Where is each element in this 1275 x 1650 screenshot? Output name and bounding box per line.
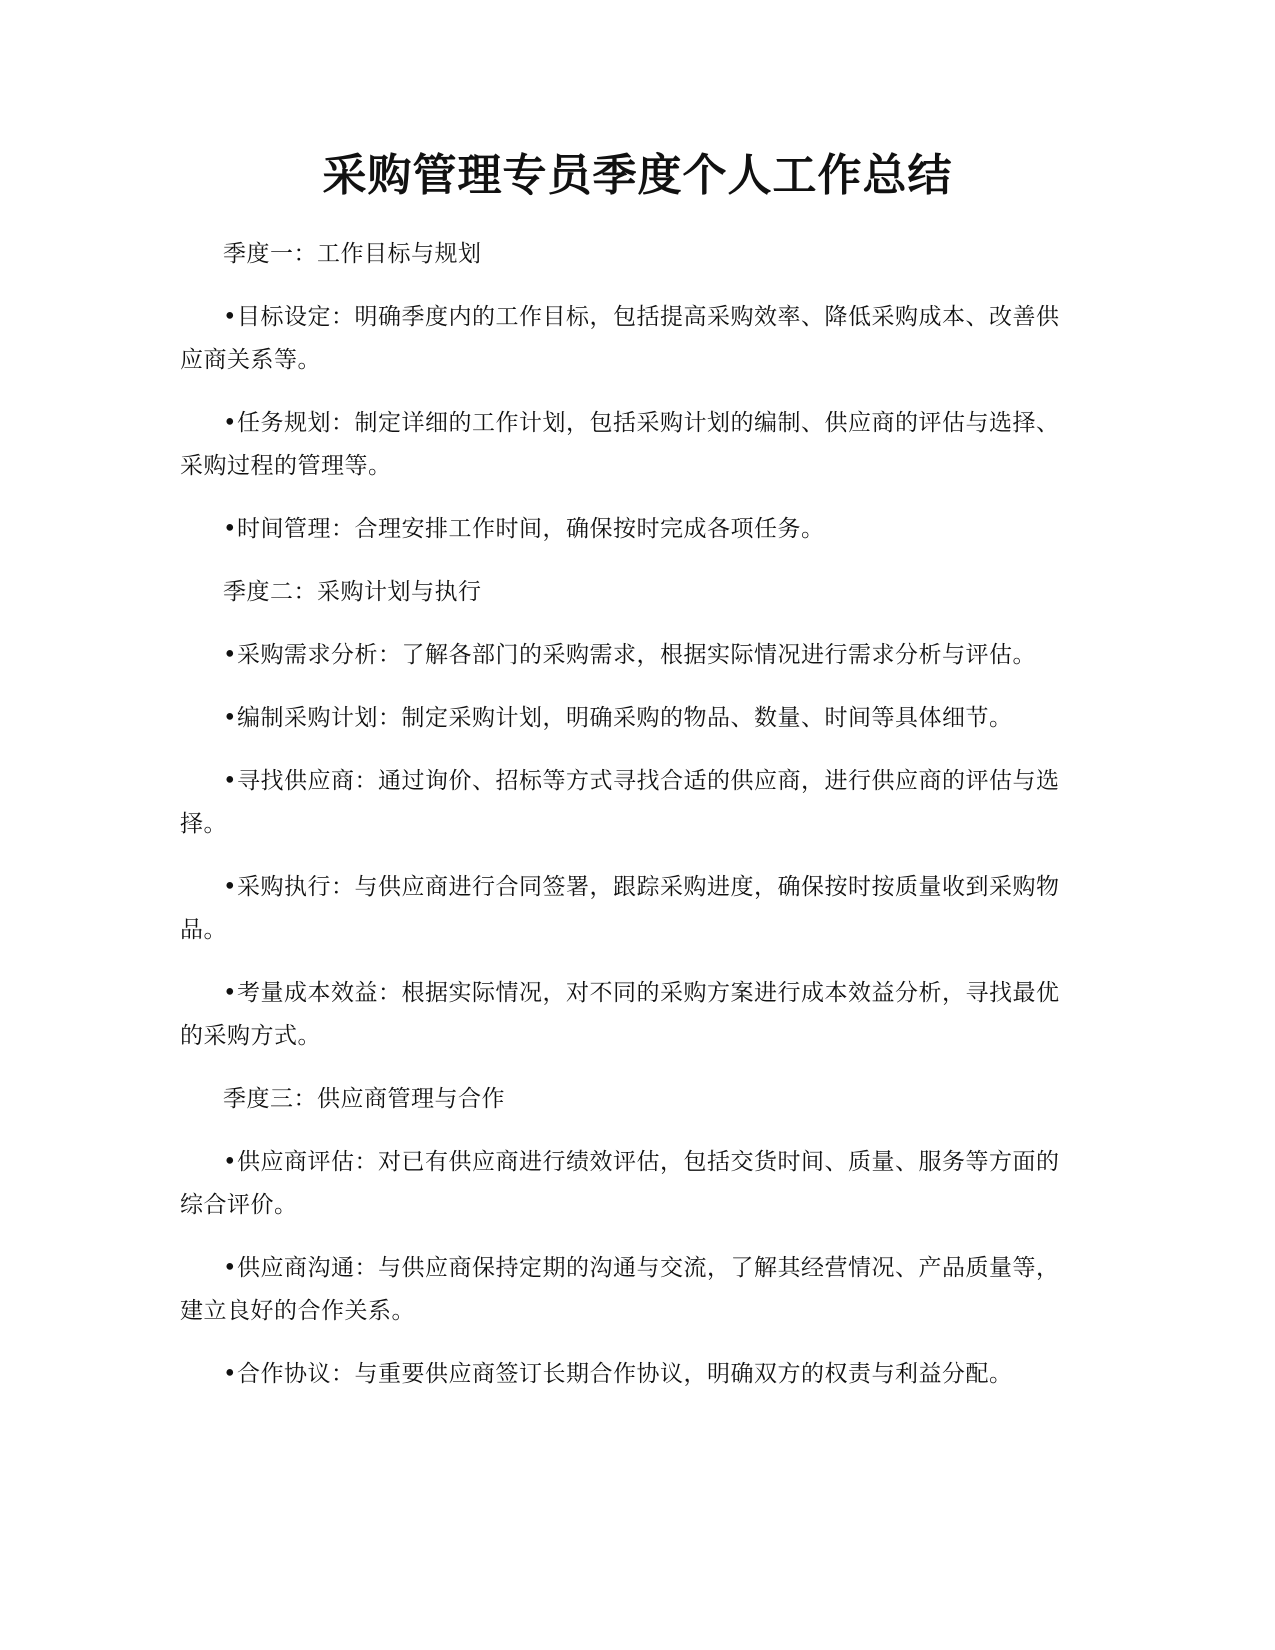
section-heading: 季度二：采购计划与执行 <box>223 579 482 605</box>
bullet-paragraph: •合作协议：与重要供应商签订长期合作协议，明确双方的权责与利益分配。 <box>180 1353 1060 1396</box>
bullet-icon: • <box>223 705 238 731</box>
bullet-icon: • <box>223 874 238 900</box>
bullet-icon: • <box>223 768 238 794</box>
bullet-icon: • <box>223 1255 238 1281</box>
document-body <box>180 233 1060 1416</box>
document-title: 采购管理专员季度个人工作总结 <box>322 150 953 201</box>
bullet-paragraph: •寻找供应商：通过询价、招标等方式寻找合适的供应商，进行供应商的评估与选择。 <box>180 760 1060 846</box>
bullet-paragraph: •供应商沟通：与供应商保持定期的沟通与交流，了解其经营情况、产品质量等，建立良好的合作关系。 <box>180 1247 1060 1333</box>
bullet-paragraph: •供应商评估：对已有供应商进行绩效评估，包括交货时间、质量、服务等方面的综合评价。 <box>180 1141 1060 1227</box>
bullet-icon: • <box>223 642 238 668</box>
bullet-icon: • <box>223 410 238 436</box>
section-heading: 季度一：工作目标与规划 <box>223 241 482 267</box>
bullet-icon: • <box>223 1361 238 1387</box>
bullet-icon: • <box>223 1149 238 1175</box>
bullet-paragraph: •编制采购计划：制定采购计划，明确采购的物品、数量、时间等具体细节。 <box>180 697 1060 740</box>
bullet-paragraph: •时间管理：合理安排工作时间，确保按时完成各项任务。 <box>180 508 1060 551</box>
section-heading: 季度三：供应商管理与合作 <box>223 1086 505 1112</box>
bullet-paragraph: •考量成本效益：根据实际情况，对不同的采购方案进行成本效益分析，寻找最优的采购方式。 <box>180 972 1060 1058</box>
bullet-icon: • <box>223 516 238 542</box>
bullet-paragraph: •采购需求分析：了解各部门的采购需求，根据实际情况进行需求分析与评估。 <box>180 634 1060 677</box>
bullet-paragraph: •采购执行：与供应商进行合同签署，跟踪采购进度，确保按时按质量收到采购物品。 <box>180 866 1060 952</box>
bullet-icon: • <box>223 980 238 1006</box>
bullet-icon: • <box>223 304 238 330</box>
bullet-paragraph: •任务规划：制定详细的工作计划，包括采购计划的编制、供应商的评估与选择、采购过程的管理等。 <box>180 402 1060 488</box>
bullet-paragraph: •目标设定：明确季度内的工作目标，包括提高采购效率、降低采购成本、改善供应商关系等。 <box>180 296 1060 382</box>
